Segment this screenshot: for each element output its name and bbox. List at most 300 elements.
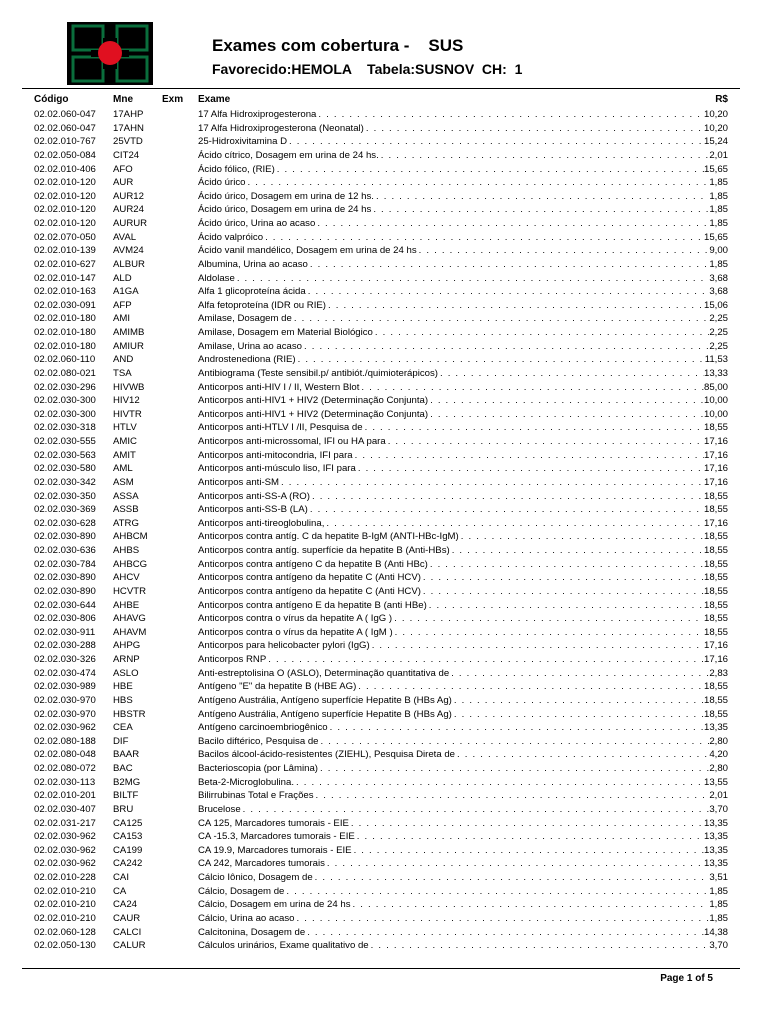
dot-leader xyxy=(294,776,704,790)
cell-mne: AUR24 xyxy=(113,204,144,216)
table-row xyxy=(0,776,768,790)
cell-valor: 13,35 xyxy=(703,858,728,870)
table-row xyxy=(0,680,768,694)
cell-exame xyxy=(198,122,728,136)
table-row xyxy=(0,789,768,803)
cell-exame xyxy=(198,626,728,640)
cell-mne: CA199 xyxy=(113,844,143,856)
table-row xyxy=(0,476,768,490)
cell-valor: 1,85 xyxy=(709,204,728,216)
cell-exame xyxy=(198,421,728,435)
cell-mne: CA125 xyxy=(113,817,143,829)
cell-codigo: 02.02.010-767 xyxy=(34,136,96,148)
dot-leader xyxy=(373,326,709,340)
dot-leader xyxy=(371,203,709,217)
dot-leader xyxy=(449,667,709,681)
cell-exame xyxy=(198,530,728,544)
cell-valor: 18,55 xyxy=(703,531,728,543)
dot-leader xyxy=(319,735,710,749)
cell-mne: AVAL xyxy=(113,231,137,243)
dot-leader xyxy=(393,626,704,640)
dot-leader xyxy=(287,135,704,149)
dot-leader xyxy=(306,285,710,299)
cell-mne: ASSB xyxy=(113,504,139,516)
cell-codigo: 02.02.060-047 xyxy=(34,109,96,120)
table-row xyxy=(0,326,768,340)
cell-valor: 2,01 xyxy=(709,790,728,802)
exam-description: Cálculos urinários, Exame qualitativo de xyxy=(198,940,369,952)
table-row xyxy=(0,653,768,667)
cell-codigo: 02.02.030-989 xyxy=(34,681,96,693)
exam-description: Ácido úrico xyxy=(198,177,246,189)
column-header-valor: R$ xyxy=(715,94,728,105)
exam-description: Anticorpos contra o vírus da hepatite A ( IgM ) xyxy=(198,626,393,638)
exam-description: Anticorpos anti-tireoglobulina, xyxy=(198,517,325,529)
dot-leader xyxy=(349,817,704,831)
cell-codigo: 02.02.030-555 xyxy=(34,436,96,447)
cell-valor: 18,55 xyxy=(703,504,728,516)
exam-description: CA 19.9, Marcadores tumorais - EIE xyxy=(198,844,352,856)
cell-codigo: 02.02.030-296 xyxy=(34,381,96,393)
cell-exame xyxy=(198,708,728,722)
cell-codigo: 02.02.080-048 xyxy=(34,749,96,761)
cell-valor: 18,55 xyxy=(703,626,728,638)
cell-mne: CA xyxy=(113,885,127,897)
cell-codigo: 02.02.010-180 xyxy=(34,327,96,338)
cell-mne: B2MG xyxy=(113,776,141,788)
dot-leader xyxy=(263,231,704,245)
cell-valor: 2,25 xyxy=(709,340,728,352)
cell-codigo: 02.02.030-628 xyxy=(34,517,96,529)
dot-leader xyxy=(370,639,704,653)
dot-leader xyxy=(359,381,704,395)
cell-exame xyxy=(198,135,728,149)
cell-exame xyxy=(198,857,728,871)
cell-exame xyxy=(198,612,728,626)
dot-leader xyxy=(266,653,704,667)
cell-codigo: 02.02.060-047 xyxy=(34,122,96,134)
cell-mne: ASM xyxy=(113,476,134,488)
cell-codigo: 02.02.050-084 xyxy=(34,149,96,161)
cell-exame xyxy=(198,735,728,749)
table-row xyxy=(0,708,768,722)
cell-codigo: 02.02.010-201 xyxy=(34,790,96,802)
exam-description: Bilirrubinas Total e Frações xyxy=(198,790,314,802)
cell-exame xyxy=(198,517,728,531)
table-row xyxy=(0,163,768,177)
cell-codigo: 02.02.030-890 xyxy=(34,585,96,597)
table-row xyxy=(0,721,768,735)
cell-codigo: 02.02.010-180 xyxy=(34,313,96,325)
dot-leader xyxy=(245,176,709,190)
cell-mne: AHBE xyxy=(113,599,140,611)
exam-table-body xyxy=(0,108,768,953)
dot-leader xyxy=(452,708,704,722)
cell-exame xyxy=(198,599,728,613)
dot-leader xyxy=(459,530,704,544)
cell-exame xyxy=(198,844,728,858)
cell-codigo: 02.02.030-962 xyxy=(34,722,96,734)
table-row xyxy=(0,231,768,245)
cell-exame xyxy=(198,585,728,599)
exam-description: Amilase, Dosagem em Material Biológico xyxy=(198,327,373,338)
cell-mne: AHBCM xyxy=(113,531,148,543)
cell-exame xyxy=(198,176,728,190)
cell-mne: DIF xyxy=(113,735,129,747)
cell-codigo: 02.02.060-128 xyxy=(34,926,96,938)
table-row xyxy=(0,885,768,899)
exam-description: Anticorpos contra antígeno E da hepatite B (anti HBe) xyxy=(198,599,427,611)
cell-mne: BAC xyxy=(113,763,133,774)
cell-mne: CALCI xyxy=(113,926,142,938)
cell-codigo: 02.02.030-342 xyxy=(34,476,96,488)
cell-valor: 11,53 xyxy=(704,354,728,366)
cell-mne: CALUR xyxy=(113,940,146,952)
dot-leader xyxy=(455,748,709,762)
dot-leader xyxy=(427,599,704,613)
cell-codigo: 02.02.010-120 xyxy=(34,204,96,216)
cell-codigo: 02.02.070-050 xyxy=(34,231,96,243)
dot-leader xyxy=(324,517,704,531)
table-row xyxy=(0,530,768,544)
dot-leader xyxy=(438,367,704,381)
column-header-codigo: Código xyxy=(34,94,69,105)
exam-description: CA 242, Marcadores tumorais xyxy=(198,858,325,870)
hemola-logo xyxy=(67,22,153,85)
cell-mne: CEA xyxy=(113,722,133,734)
table-row xyxy=(0,353,768,367)
cell-valor: 10,20 xyxy=(703,109,728,120)
column-header-exm: Exm xyxy=(162,94,184,105)
exam-description: Cálcio, Dosagem de xyxy=(198,885,285,897)
dot-leader xyxy=(392,612,704,626)
table-row xyxy=(0,871,768,885)
cell-exame xyxy=(198,231,728,245)
cell-valor: 15,24 xyxy=(703,136,728,148)
cell-valor: 18,55 xyxy=(703,422,728,434)
cell-mne: AVM24 xyxy=(113,245,144,257)
exam-description: CA -15.3, Marcadores tumorais - EIE xyxy=(198,831,355,843)
table-row xyxy=(0,299,768,313)
column-header-mne: Mne xyxy=(113,94,133,105)
exam-description: Anticorpos anti-HIV I / II, Western Blot xyxy=(198,381,360,393)
cell-valor: 18,55 xyxy=(703,585,728,597)
cell-exame xyxy=(198,817,728,831)
exam-description: Cálcio, Urina ao acaso xyxy=(198,912,295,924)
exam-description: Anticorpos anti-músculo liso, IFI para xyxy=(198,463,356,475)
cell-exame xyxy=(198,762,728,776)
cell-mne: HIVTR xyxy=(113,408,142,420)
table-row xyxy=(0,912,768,926)
dot-leader xyxy=(452,694,704,708)
exam-description: Anticorpos contra antíg. superfície da hepatite B (Anti-HBs) xyxy=(198,545,450,556)
table-row xyxy=(0,408,768,422)
exam-description: Anticorpos anti-SS-B (LA) xyxy=(198,504,308,516)
cell-codigo: 02.02.080-072 xyxy=(34,763,96,774)
cell-valor: 3,70 xyxy=(709,940,728,952)
exam-description: Anticorpos RNP xyxy=(198,654,267,665)
cell-codigo: 02.02.030-113 xyxy=(34,776,96,788)
dot-leader xyxy=(295,912,710,926)
cell-mne: 25VTD xyxy=(113,136,143,148)
exam-description: Bacterioscopia (por Lâmina) xyxy=(198,763,318,774)
cell-exame xyxy=(198,653,728,667)
cell-exame xyxy=(198,871,728,885)
cell-valor: 1,85 xyxy=(709,177,728,189)
exam-description: Beta-2-Microglobulina. xyxy=(198,776,294,788)
table-row xyxy=(0,258,768,272)
cell-exame xyxy=(198,776,728,790)
cell-valor: 1,85 xyxy=(709,190,728,202)
cell-valor: 17,16 xyxy=(703,436,728,447)
bottom-divider xyxy=(22,968,740,969)
cell-valor: 15,65 xyxy=(703,163,728,175)
table-row xyxy=(0,517,768,531)
dot-leader xyxy=(314,789,710,803)
cell-mne: AUR xyxy=(113,177,134,189)
exam-description: Ácido valpróico xyxy=(198,231,264,243)
dot-leader xyxy=(296,353,705,367)
exam-description: Anticorpos contra antíg. C da hepatite B-IgM (ANTI-HBc-IgM) xyxy=(198,531,459,543)
cell-exame xyxy=(198,667,728,681)
cell-valor: 10,20 xyxy=(703,122,728,134)
cell-mne: AUR12 xyxy=(113,190,144,202)
exam-description: 25-Hidroxivitamina D xyxy=(198,136,288,148)
exam-description: Antígeno Austrália, Antígeno superfície Hepatite B (HBs Ag) xyxy=(198,694,452,706)
cell-mne: CAI xyxy=(113,872,129,883)
cell-exame xyxy=(198,503,728,517)
exam-description: Anticorpos anti-HIV1 + HIV2 (Determinação Conjunta) xyxy=(198,408,429,420)
cell-valor: 9,00 xyxy=(709,245,728,257)
cell-exame xyxy=(198,353,728,367)
cell-mne: 17AHN xyxy=(113,122,144,134)
table-row xyxy=(0,939,768,953)
cell-valor: 18,55 xyxy=(703,599,728,611)
cell-valor: 17,16 xyxy=(703,640,728,652)
page-indicator: Page 1 of 5 xyxy=(660,973,713,984)
exam-description: Bacilos álcool-ácido-resistentes (ZIEHL), Pesquisa Direta de xyxy=(198,749,456,761)
dot-leader xyxy=(417,244,710,258)
dot-leader xyxy=(351,898,710,912)
dot-leader xyxy=(325,857,704,871)
cell-codigo: 02.02.030-970 xyxy=(34,708,96,720)
exam-description: Ácido úrico, Dosagem em urina de 24 hs xyxy=(198,204,372,216)
cell-codigo: 02.02.080-021 xyxy=(34,367,96,379)
dot-leader xyxy=(310,490,704,504)
cell-mne: HIV12 xyxy=(113,395,140,407)
cell-valor: 17,16 xyxy=(703,449,728,461)
cell-valor: 2,80 xyxy=(709,735,728,747)
exam-description: Alfa 1 glicoproteína ácida xyxy=(198,286,306,298)
exam-description: Cálcio Iônico, Dosagem de xyxy=(198,872,313,883)
cell-exame xyxy=(198,885,728,899)
exam-description: Ácido úrico, Dosagem em urina de 12 hs. xyxy=(198,190,374,202)
cell-mne: AMIMB xyxy=(113,327,145,338)
cell-codigo: 02.02.080-188 xyxy=(34,735,96,747)
cell-codigo: 02.02.030-300 xyxy=(34,408,96,420)
cell-valor: 13,33 xyxy=(703,367,728,379)
cell-exame xyxy=(198,898,728,912)
cell-exame xyxy=(198,381,728,395)
cell-valor: 15,65 xyxy=(703,231,728,243)
cell-valor: 3,68 xyxy=(709,286,728,298)
cell-mne: AHBS xyxy=(113,545,140,556)
cell-mne: ALD xyxy=(113,272,132,284)
exam-description: Ácido fólico, (RIE) xyxy=(198,163,275,175)
exam-description: Antígeno carcinoembriogênico xyxy=(198,722,328,734)
cell-valor: 14,38 xyxy=(703,926,728,938)
dot-leader xyxy=(313,871,710,885)
cell-valor: 1,85 xyxy=(709,912,728,924)
cell-mne: AML xyxy=(113,463,133,475)
cell-codigo: 02.02.010-228 xyxy=(34,872,96,883)
dot-leader xyxy=(235,272,710,286)
exam-description: Antígeno Austrália, Antígeno superfície Hepatite B (HBs Ag) xyxy=(198,708,452,720)
cell-mne: AMIUR xyxy=(113,340,144,352)
cell-codigo: 02.02.030-288 xyxy=(34,640,96,652)
cell-exame xyxy=(198,926,728,940)
cell-mne: AMIT xyxy=(113,449,136,461)
cell-mne: AMIC xyxy=(113,436,137,447)
cell-valor: 3,68 xyxy=(709,272,728,284)
cell-valor: 4,20 xyxy=(709,749,728,761)
cell-codigo: 02.02.010-406 xyxy=(34,163,96,175)
cell-codigo: 02.02.050-130 xyxy=(34,940,96,952)
exam-description: Anticorpos contra antígeno da hepatite C (Anti HCV) xyxy=(198,585,421,597)
cell-valor: 13,35 xyxy=(703,844,728,856)
cell-mne: ASSA xyxy=(113,490,139,502)
cell-codigo: 02.02.010-163 xyxy=(34,286,96,298)
dot-leader xyxy=(284,885,709,899)
dot-leader xyxy=(316,108,704,122)
cell-exame xyxy=(198,571,728,585)
cell-exame xyxy=(198,258,728,272)
cell-valor: 2,80 xyxy=(709,763,728,774)
cell-mne: A1GA xyxy=(113,286,139,298)
exam-description: Anticorpos anti-mitocondria, IFI para xyxy=(198,449,353,461)
cell-mne: CIT24 xyxy=(113,149,140,161)
cell-mne: AMI xyxy=(113,313,131,325)
table-row xyxy=(0,381,768,395)
table-row xyxy=(0,667,768,681)
cell-exame xyxy=(198,190,728,204)
cell-codigo: 02.02.010-180 xyxy=(34,340,96,352)
dot-leader xyxy=(428,394,704,408)
cell-exame xyxy=(198,149,728,163)
exam-description: Antígeno "E" da hepatite B (HBE AG) xyxy=(198,681,357,693)
table-row xyxy=(0,312,768,326)
table-row xyxy=(0,490,768,504)
cell-mne: BRU xyxy=(113,803,134,815)
table-row xyxy=(0,844,768,858)
table-row xyxy=(0,122,768,136)
cell-mne: AHAVG xyxy=(113,613,146,625)
cell-mne: BILTF xyxy=(113,790,139,802)
table-row xyxy=(0,272,768,286)
cell-codigo: 02.02.030-407 xyxy=(34,803,96,815)
exam-description: Anticorpos contra antígeno C da hepatite B (Anti HBc) xyxy=(198,558,428,570)
table-row xyxy=(0,435,768,449)
cell-mne: CA24 xyxy=(113,899,137,911)
exam-description: Calcitonina, Dosagem de xyxy=(198,926,306,938)
table-row xyxy=(0,176,768,190)
table-row xyxy=(0,748,768,762)
cell-exame xyxy=(198,680,728,694)
table-row xyxy=(0,571,768,585)
cell-codigo: 02.02.030-326 xyxy=(34,654,96,665)
cell-valor: 18,55 xyxy=(703,490,728,502)
cell-mne: AHPG xyxy=(113,640,141,652)
table-row xyxy=(0,898,768,912)
exam-description: Alfa fetoproteína (IDR ou RIE) xyxy=(198,299,326,311)
cell-exame xyxy=(198,558,728,572)
cell-exame xyxy=(198,449,728,463)
table-row xyxy=(0,830,768,844)
dot-leader xyxy=(352,844,704,858)
table-row xyxy=(0,639,768,653)
table-row xyxy=(0,285,768,299)
exam-description: Anti-estreptolisina O (ASLO), Determinação quantitativa de xyxy=(198,667,450,679)
exam-description: Cálcio, Dosagem em urina de 24 hs xyxy=(198,899,351,911)
cell-exame xyxy=(198,285,728,299)
cell-exame xyxy=(198,312,728,326)
cell-exame xyxy=(198,803,728,817)
cell-exame xyxy=(198,544,728,558)
dot-leader xyxy=(292,312,709,326)
exam-description: Anticorpos anti-HIV1 + HIV2 (Determinação Conjunta) xyxy=(198,395,429,407)
cell-codigo: 02.02.010-210 xyxy=(34,885,96,897)
cell-exame xyxy=(198,108,728,122)
exam-description: Anticorpos anti-SM xyxy=(198,476,280,488)
cell-codigo: 02.02.031-217 xyxy=(34,817,96,829)
cell-codigo: 02.02.010-147 xyxy=(34,272,96,284)
table-row xyxy=(0,926,768,940)
cell-exame xyxy=(198,326,728,340)
dot-leader xyxy=(241,803,710,817)
cell-valor: 3,51 xyxy=(709,872,728,883)
cell-codigo: 02.02.030-350 xyxy=(34,490,96,502)
cell-valor: 17,16 xyxy=(703,463,728,475)
table-row xyxy=(0,340,768,354)
cell-mne: ARNP xyxy=(113,654,140,665)
cell-codigo: 02.02.030-644 xyxy=(34,599,96,611)
table-row xyxy=(0,367,768,381)
cell-mne: AURUR xyxy=(113,218,148,229)
table-row xyxy=(0,135,768,149)
exam-description: Anticorpos contra antígeno da hepatite C (Anti HCV) xyxy=(198,572,421,584)
cell-mne: CAUR xyxy=(113,912,141,924)
exam-description: Anticorpos contra o vírus da hepatite A ( IgG ) xyxy=(198,613,393,625)
dot-leader xyxy=(386,435,704,449)
exam-description: Brucelose xyxy=(198,803,241,815)
cell-exame xyxy=(198,830,728,844)
dot-leader xyxy=(353,449,704,463)
dot-leader xyxy=(369,939,710,953)
cell-codigo: 02.02.030-636 xyxy=(34,545,96,556)
cell-exame xyxy=(198,748,728,762)
table-row xyxy=(0,394,768,408)
dot-leader xyxy=(328,721,704,735)
cell-valor: 1,85 xyxy=(709,885,728,897)
cell-valor: 18,55 xyxy=(703,681,728,693)
exam-description: CA 125, Marcadores tumorais - EIE xyxy=(198,817,349,829)
cell-exame xyxy=(198,408,728,422)
exam-description: Anticorpos anti-SS-A (RO) xyxy=(198,490,310,502)
cell-valor: 2,01 xyxy=(709,149,728,161)
table-row xyxy=(0,585,768,599)
dot-leader xyxy=(355,830,704,844)
cell-valor: 17,16 xyxy=(703,517,728,529)
